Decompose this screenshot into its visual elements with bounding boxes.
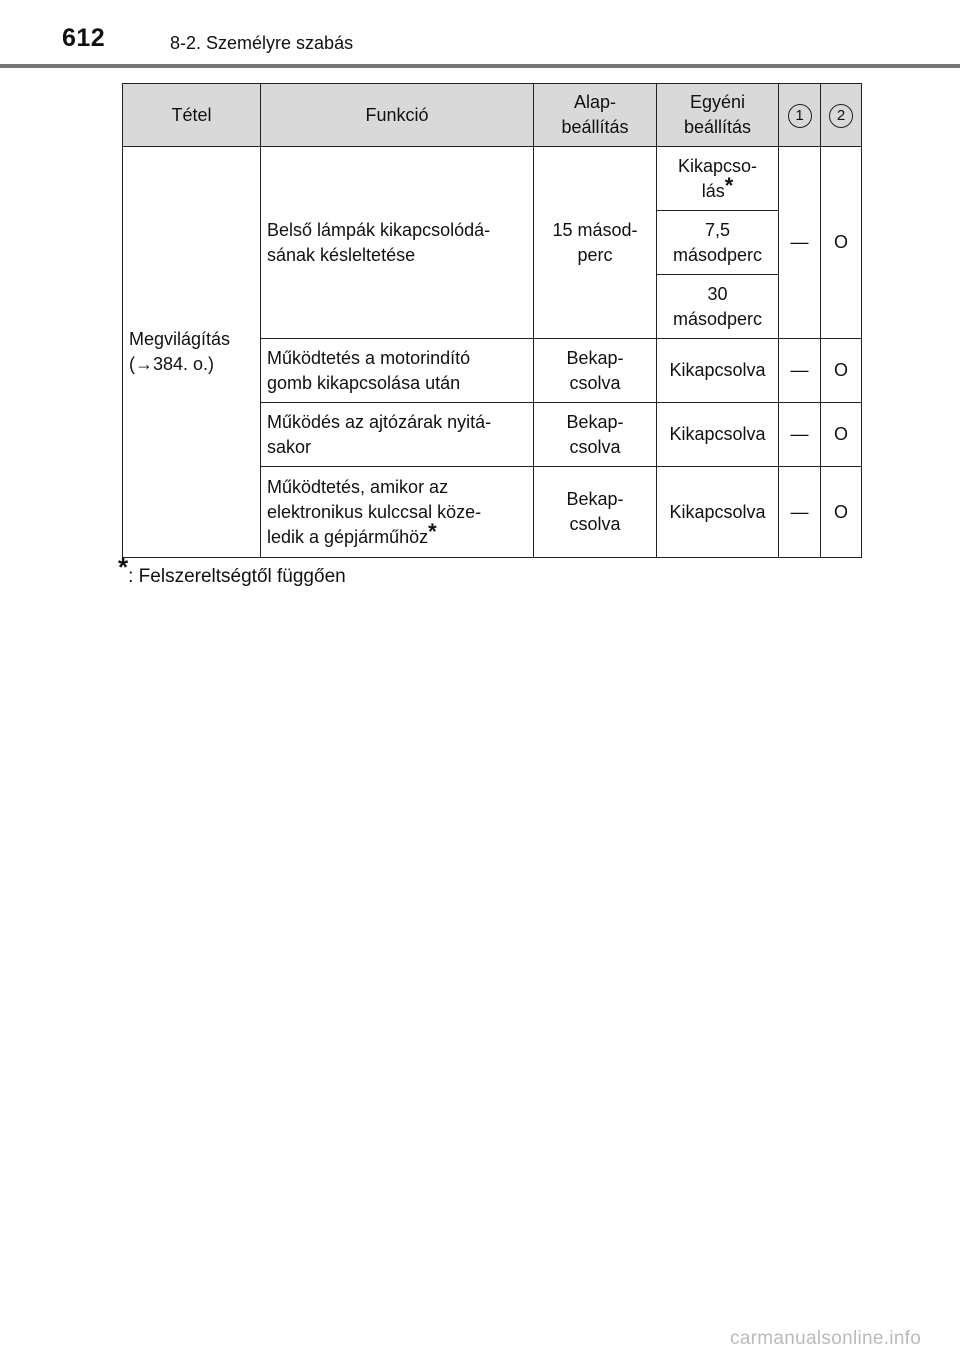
footnote-text: : Felszereltségtől függően (128, 566, 346, 587)
header-custom-label: Egyéni beállítás (683, 92, 752, 137)
section-title: 8-2. Személyre szabás (170, 33, 354, 53)
function-label: Működtetés, amikor az elektronikus kulccsal köze- ledik a gépjárműhöz (267, 476, 482, 547)
col1-cell: — (779, 467, 821, 558)
default-cell: Bekap- csolva (534, 339, 657, 403)
header-col1 (779, 84, 821, 147)
circled-1-icon: 1 (788, 104, 812, 128)
table-header-row (123, 84, 862, 147)
asterisk-marker: * (118, 552, 129, 582)
header-divider (0, 64, 960, 68)
header-col2 (821, 84, 862, 147)
item-cell: Megvilágítás (→384. o.) (123, 147, 261, 558)
custom-option-cell: 30 másodperc (657, 275, 779, 339)
col2-cell: O (821, 467, 862, 558)
col1-cell: — (779, 147, 821, 339)
asterisk-marker: * (428, 518, 437, 544)
header-item (123, 84, 261, 147)
asterisk-marker: * (724, 172, 734, 198)
watermark: carmanualsonline.info (730, 1328, 922, 1349)
header-default-label: Alap- beállítás (561, 92, 629, 137)
default-cell: Bekap- csolva (534, 403, 657, 467)
function-cell: Belső lámpák kikapcsolódá- sának késleltetése (261, 147, 534, 339)
col1-cell: — (779, 403, 821, 467)
custom-option-cell: 7,5 másodperc (657, 211, 779, 275)
col1-cell: — (779, 339, 821, 403)
header-custom (657, 84, 779, 147)
col2-cell: O (821, 147, 862, 339)
table-row (123, 147, 862, 211)
header-function-label: Funkció (365, 104, 429, 125)
custom-option-cell (657, 147, 779, 211)
col2-cell: O (821, 403, 862, 467)
custom-cell: Kikapcsolva (657, 467, 779, 558)
header-default (534, 84, 657, 147)
custom-cell: Kikapcsolva (657, 339, 779, 403)
header-function (261, 84, 534, 147)
customization-table (122, 83, 862, 558)
function-cell (261, 467, 534, 558)
function-cell: Működtetés a motorindító gomb kikapcsolása után (261, 339, 534, 403)
footnote (118, 552, 346, 588)
col2-cell: O (821, 339, 862, 403)
function-cell: Működés az ajtózárak nyitá- sakor (261, 403, 534, 467)
circled-2-icon: 2 (829, 104, 853, 128)
custom-cell: Kikapcsolva (657, 403, 779, 467)
default-cell: Bekap- csolva (534, 467, 657, 558)
page-number: 612 (62, 24, 106, 52)
default-cell: 15 másod- perc (534, 147, 657, 339)
custom-option-label: Kikapcso- lás (677, 155, 758, 201)
header-item-label: Tétel (171, 104, 212, 125)
